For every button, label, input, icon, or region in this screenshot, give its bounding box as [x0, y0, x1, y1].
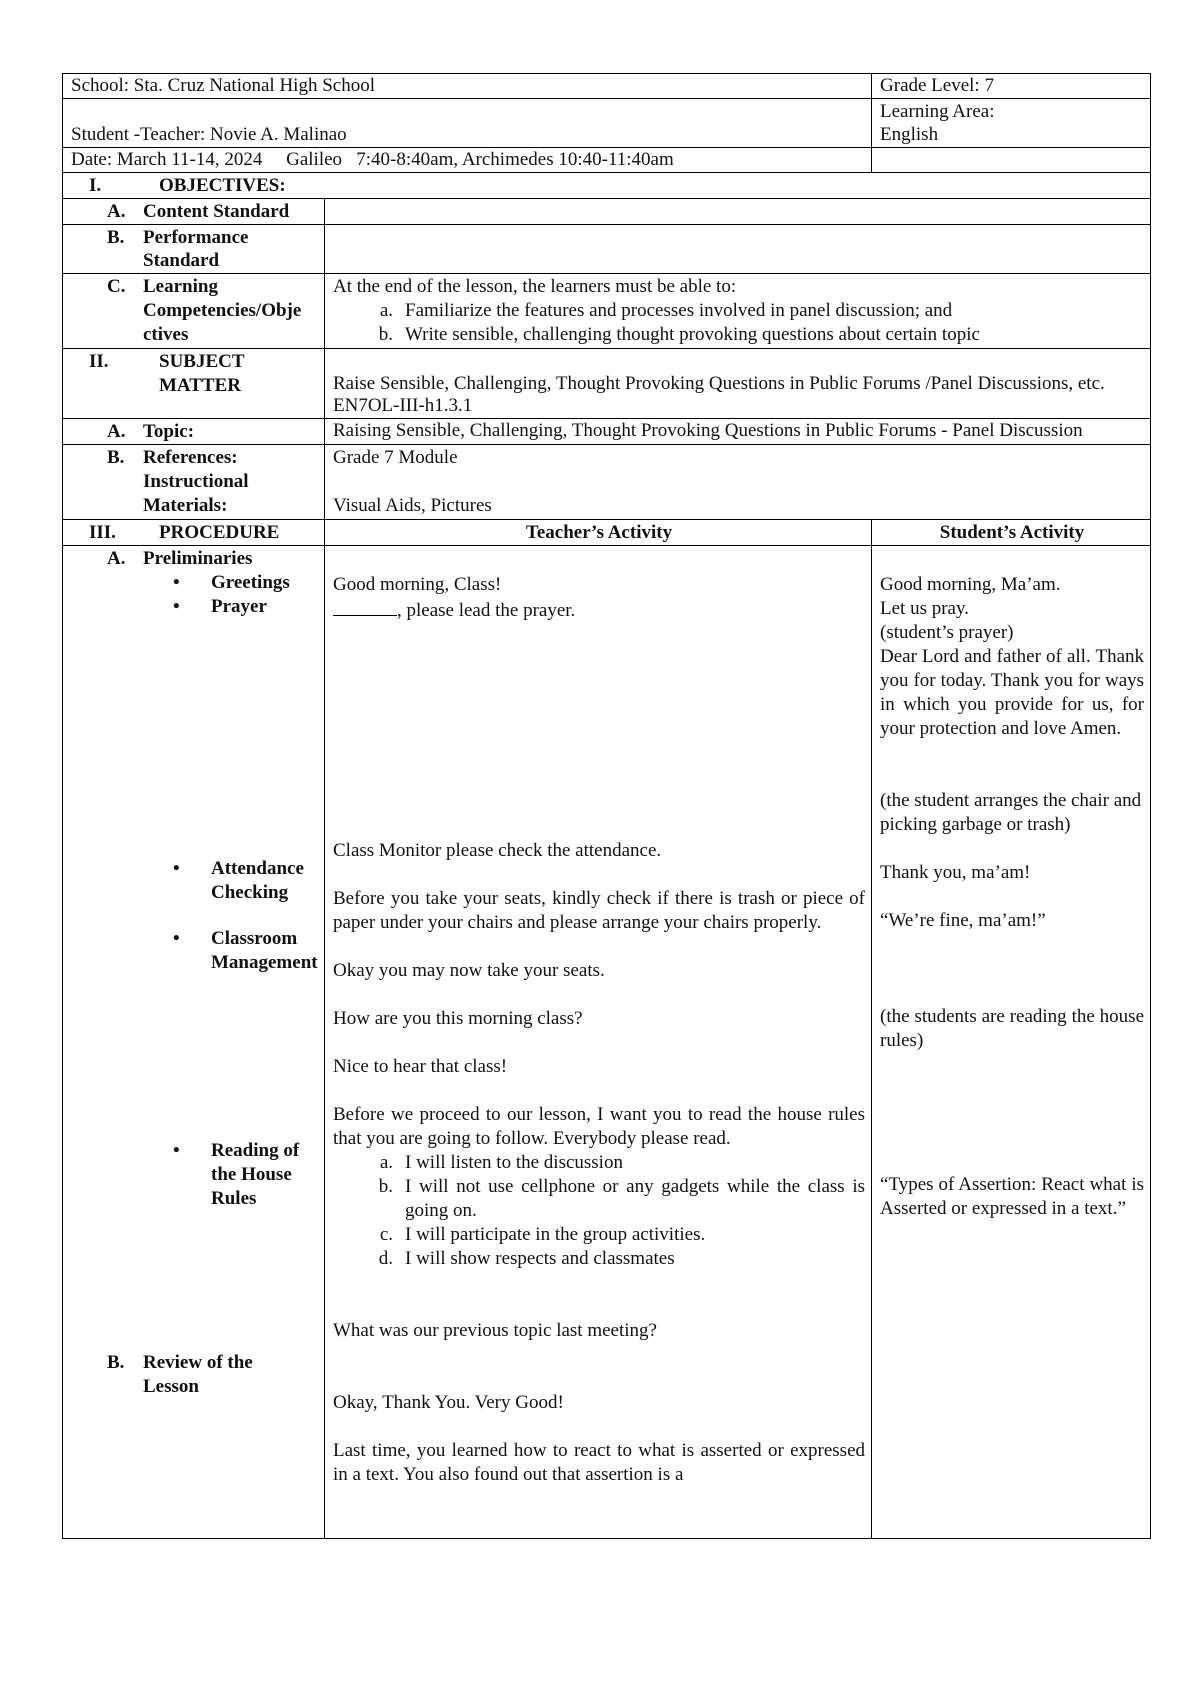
topic-label: Topic: [143, 421, 195, 442]
classroom-label-1: Classroom [211, 928, 298, 949]
objectives-number: I. [89, 175, 102, 196]
student-fine: “We’re fine, ma’am!” [880, 910, 1046, 931]
date-cell [63, 148, 872, 173]
topic-num: A. [107, 421, 126, 442]
student-activity-cell [872, 546, 1151, 1539]
review-label-2: Lesson [143, 1376, 199, 1397]
topic-row [63, 419, 1151, 445]
attendance-label-2: Checking [211, 882, 289, 903]
bullet-icon: • [173, 858, 180, 879]
competencies-label-1: Learning [143, 276, 218, 297]
content-standard-row [63, 199, 1151, 225]
student-arranges: (the student arranges the chair and picking garbage or trash) [880, 790, 1142, 835]
student-assertion: “Types of Assertion: React what is Asserted or expressed in a text.” [880, 1174, 1145, 1219]
greetings-label: Greetings [211, 572, 290, 593]
performance-standard-label-2: Standard [143, 250, 220, 271]
teacher-activity-header: Teacher’s Activity [325, 520, 872, 546]
references-label-1: References: [143, 447, 238, 468]
house-rules-list [333, 1151, 865, 1271]
teacher-activity-cell [325, 546, 872, 1539]
competency-item [333, 323, 1144, 347]
house-rule-item: d. I will show respects and classmates [378, 1248, 675, 1269]
school-cell: School: Sta. Cruz National High School [63, 74, 872, 99]
competencies-label-cell [63, 274, 325, 349]
references-label-2: Instructional [143, 471, 249, 492]
bullet-icon: • [173, 928, 180, 949]
procedure-label-cell [63, 520, 325, 546]
content-standard-label: Content Standard [143, 201, 290, 222]
competency-text: Familiarize the features and processes involved in panel discussion; and [405, 300, 953, 321]
references-value-cell [325, 445, 1151, 520]
teacher-previous-topic: What was our previous topic last meeting? [333, 1320, 657, 1341]
student-let-us-pray: Let us pray. [880, 598, 970, 619]
teacher-attendance: Class Monitor please check the attendance. [333, 840, 662, 861]
teacher-house-intro: Before we proceed to our lesson, I want you to read the house rules that you are going to follow. Everybody please read. [333, 1104, 866, 1149]
teacher-greeting: Good morning, Class! [333, 574, 502, 595]
subject-matter-value-cell [325, 349, 1151, 419]
name-blank [333, 597, 397, 616]
teacher-prayer-suffix: , please lead the prayer. [397, 600, 576, 621]
competency-text: Write sensible, challenging thought provoking questions about certain topic [405, 324, 980, 345]
materials-value: Visual Aids, Pictures [333, 495, 492, 516]
teacher-row [63, 99, 1151, 148]
performance-standard-label-1: Performance [143, 227, 249, 248]
review-label-1: Review of the [143, 1352, 253, 1373]
teacher-thank-you: Okay, Thank You. Very Good! [333, 1392, 564, 1413]
subject-matter-label-2: MATTER [159, 375, 241, 396]
date-empty-cell [872, 148, 1151, 173]
preliminaries-label: Preliminaries [143, 548, 253, 569]
performance-standard-row [63, 225, 1151, 274]
subject-matter-label-1: SUBJECT [159, 351, 245, 372]
competencies-intro: At the end of the lesson, the learners must be able to: [333, 276, 737, 297]
student-prayer-text: Dear Lord and father of all. Thank you for today. Thank you for ways in which you provide for us, for your protection and love Amen. [880, 646, 1145, 739]
house-rule-item: c. I will participate in the group activities. [379, 1224, 706, 1245]
procedure-header-row [63, 520, 1151, 546]
teacher-seats-check: Before you take your seats, kindly check if there is trash or piece of paper under your chairs and please arrange your chairs properly. [333, 888, 866, 933]
grade-level-cell: Grade Level: 7 [872, 74, 1151, 99]
references-label-cell [63, 445, 325, 520]
content-standard-value-cell [325, 199, 1151, 225]
student-greeting: Good morning, Ma’am. [880, 574, 1061, 595]
student-reading-rules: (the students are reading the house rules) [880, 1006, 1145, 1051]
objectives-heading [63, 173, 1151, 199]
topic-label-cell [63, 419, 325, 445]
objectives-label: OBJECTIVES: [159, 175, 286, 196]
house-rules-label-2: the House [211, 1164, 292, 1185]
teacher-nice: Nice to hear that class! [333, 1056, 508, 1077]
student-prayer-note: (student’s prayer) [880, 622, 1014, 643]
review-num: B. [107, 1352, 125, 1373]
student-activity-header: Student’s Activity [872, 520, 1151, 546]
competencies-label-2: Competencies/Obje [143, 300, 302, 321]
teacher-how-are-you: How are you this morning class? [333, 1008, 583, 1029]
date-row [63, 148, 1151, 173]
student-teacher-cell [63, 99, 872, 148]
attendance-label-1: Attendance [211, 858, 304, 879]
competencies-value-cell [325, 274, 1151, 349]
teacher-prayer-request [333, 597, 865, 623]
bullet-icon: • [173, 596, 180, 617]
student-teacher-name: Student -Teacher: Novie A. Malinao [71, 124, 347, 145]
content-standard-label-cell [63, 199, 325, 225]
objectives-row [63, 173, 1151, 199]
house-rule-item: a. I will listen to the discussion [379, 1152, 623, 1173]
performance-standard-num: B. [107, 227, 125, 248]
competencies-row [63, 274, 1151, 349]
bullet-icon: • [173, 572, 180, 593]
references-num: B. [107, 447, 125, 468]
competency-letter: a. [379, 300, 393, 321]
references-row [63, 445, 1151, 520]
subject-matter-label-cell [63, 349, 325, 419]
procedure-body-row [63, 546, 1151, 1539]
student-thank-you: Thank you, ma’am! [880, 862, 1031, 883]
competency-item [333, 299, 1144, 323]
procedure-num: III. [89, 522, 116, 543]
subject-matter-num: II. [89, 351, 109, 372]
date-text: Date: March 11-14, 2024 Galileo 7:40-8:40am, Archimedes 10:40-11:40am [71, 149, 674, 170]
performance-standard-label-cell [63, 225, 325, 274]
competencies-num: C. [107, 276, 126, 297]
school-row [63, 74, 1151, 99]
house-rules-label-3: Rules [211, 1188, 257, 1209]
topic-value: Raising Sensible, Challenging, Thought Provoking Questions in Public Forums - Panel Discussion [333, 420, 1083, 441]
teacher-take-seats: Okay you may now take your seats. [333, 960, 605, 981]
procedure-label: PROCEDURE [159, 522, 280, 543]
subject-matter-row [63, 349, 1151, 419]
references-label-3: Materials: [143, 495, 228, 516]
competencies-label-3: ctives [143, 324, 189, 345]
competency-letter: b. [378, 324, 393, 345]
references-value: Grade 7 Module [333, 447, 458, 468]
preliminaries-num: A. [107, 548, 126, 569]
lesson-plan-table [62, 73, 1151, 1539]
house-rules-label-1: Reading of [211, 1140, 300, 1161]
subject-matter-content: Raise Sensible, Challenging, Thought Provoking Questions in Public Forums /Panel Discussions, etc. EN7OL-III-h1.3.1 [333, 373, 1105, 416]
performance-standard-value-cell [325, 225, 1151, 274]
content-standard-num: A. [107, 201, 126, 222]
learning-area-value: English [880, 124, 939, 145]
classroom-label-2: Management [211, 952, 318, 973]
lesson-plan-page [62, 73, 1150, 1539]
topic-value-cell [325, 419, 1151, 445]
procedure-left-cell [63, 546, 325, 1539]
learning-area-cell [872, 99, 1151, 148]
prayer-label: Prayer [211, 596, 267, 617]
competencies-list [333, 299, 1144, 347]
teacher-last-time: Last time, you learned how to react to what is asserted or expressed in a text. You also found out that assertion is a [333, 1440, 866, 1485]
house-rule-item: b. I will not use cellphone or any gadgets while the class is going on. [378, 1176, 866, 1221]
learning-area-label: Learning Area: [880, 101, 995, 122]
bullet-icon: • [173, 1140, 180, 1161]
